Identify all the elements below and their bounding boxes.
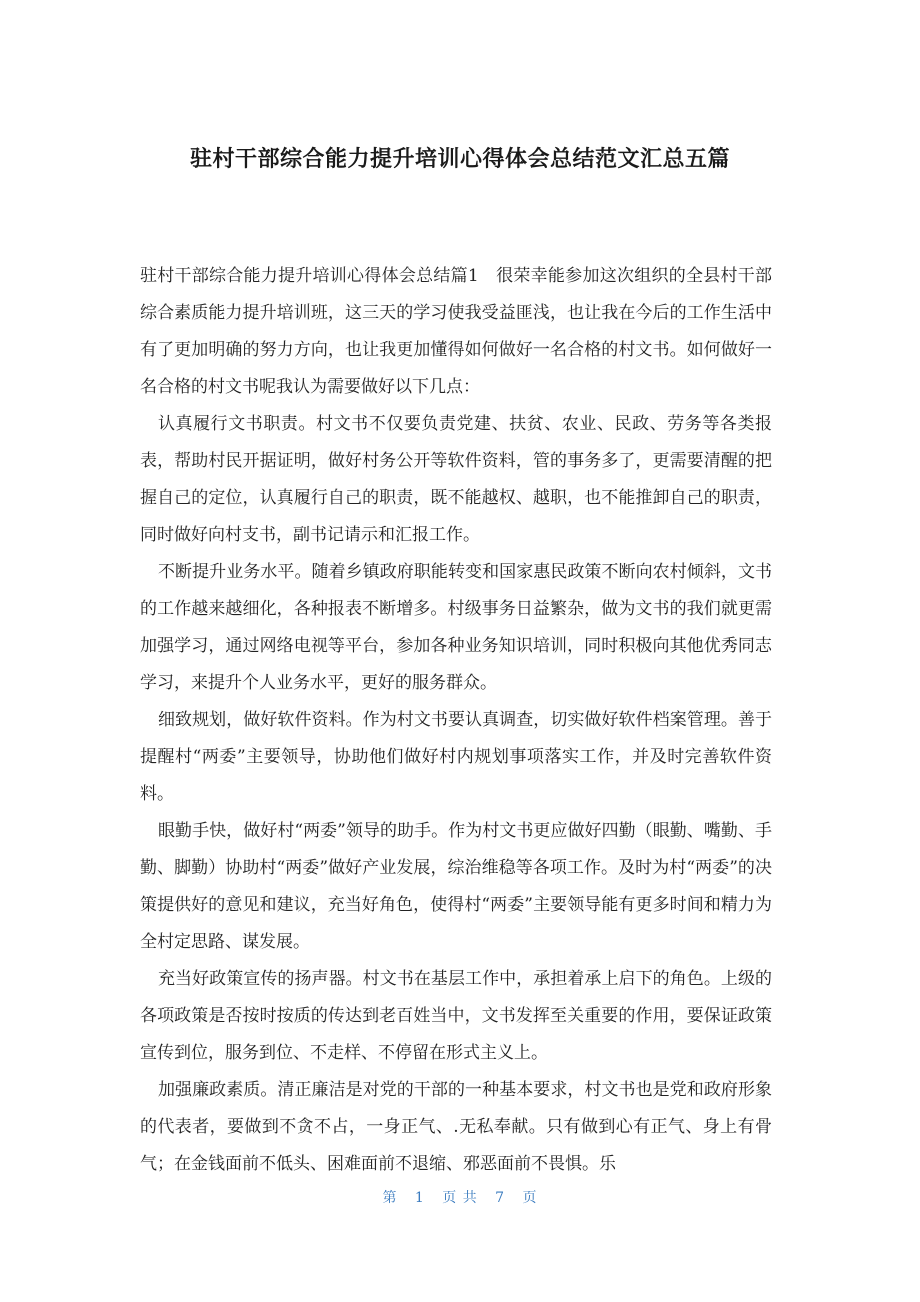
document-body [140, 258, 772, 1183]
paragraph-6: 充当好政策宣传的扬声器。村文书在基层工作中，承担着承上启下的角色。上级的各项政策是否按时按质的传达到老百姓当中，文书发挥至关重要的作用，要保证政策宣传到位，服务到位、不走样、不停留在形式主义上。 [140, 969, 772, 1063]
footer-current-page: 1 [414, 1190, 425, 1206]
paragraph-1: 驻村干部综合能力提升培训心得体会总结篇1 很荣幸能参加这次组织的全县村干部综合素质能力提升培训班，这三天的学习使我受益匪浅，也让我在今后的工作生活中有了更加明确的努力方向，也让我更加懂得如何做好一名合格的村文书。如何做好一名合格的村文书呢我认为需要做好以下几点： [140, 266, 772, 397]
footer-suffix: 页 [522, 1190, 538, 1206]
paragraph-3: 不断提升业务水平。随着乡镇政府职能转变和国家惠民政策不断向农村倾斜，文书的工作越来越细化，各种报表不断增多。村级事务日益繁杂，做为文书的我们就更需加强学习，通过网络电视等平台，参加各种业务知识培训，同时积极向其他优秀同志学习，来提升个人业务水平，更好的服务群众。 [140, 562, 772, 693]
paragraph-5: 眼勤手快，做好村“两委”领导的助手。作为村文书更应做好四勤（眼勤、嘴勤、手勤、脚勤）协助村“两委”做好产业发展，综治维稳等各项工作。及时为村“两委”的决策提供好的意见和建议，充当好角色，使得村“两委”主要领导能有更多时间和精力为全村定思路、谋发展。 [140, 821, 772, 952]
paragraph-2: 认真履行文书职责。村文书不仅要负责党建、扶贫、农业、民政、劳务等各类报表，帮助村民开据证明，做好村务公开等软件资料，管的事务多了，更需要清醒的把握自己的定位，认真履行自己的职责，既不能越权、越职，也不能推卸自己的职责，同时做好向村支书，副书记请示和汇报工作。 [140, 414, 772, 545]
footer-prefix: 第 [382, 1190, 398, 1206]
document-title: 驻村干部综合能力提升培训心得体会总结范文汇总五篇 [189, 147, 730, 172]
paragraph-4: 细致规划，做好软件资料。作为村文书要认真调查，切实做好软件档案管理。善于提醒村“两委”主要领导，协助他们做好村内规划事项落实工作，并及时完善软件资料。 [140, 710, 772, 804]
paragraph-7: 加强廉政素质。清正廉洁是对党的干部的一种基本要求，村文书也是党和政府形象的代表者，要做到不贪不占，一身正气、.无私奉献。只有做到心有正气、身上有骨气；在金钱面前不低头、困难面前不退缩、邪恶面前不畏惧。乐 [140, 1080, 772, 1174]
footer-mid: 页 共 [442, 1190, 478, 1206]
footer-total-pages: 7 [495, 1190, 506, 1206]
page-footer [0, 1187, 920, 1207]
